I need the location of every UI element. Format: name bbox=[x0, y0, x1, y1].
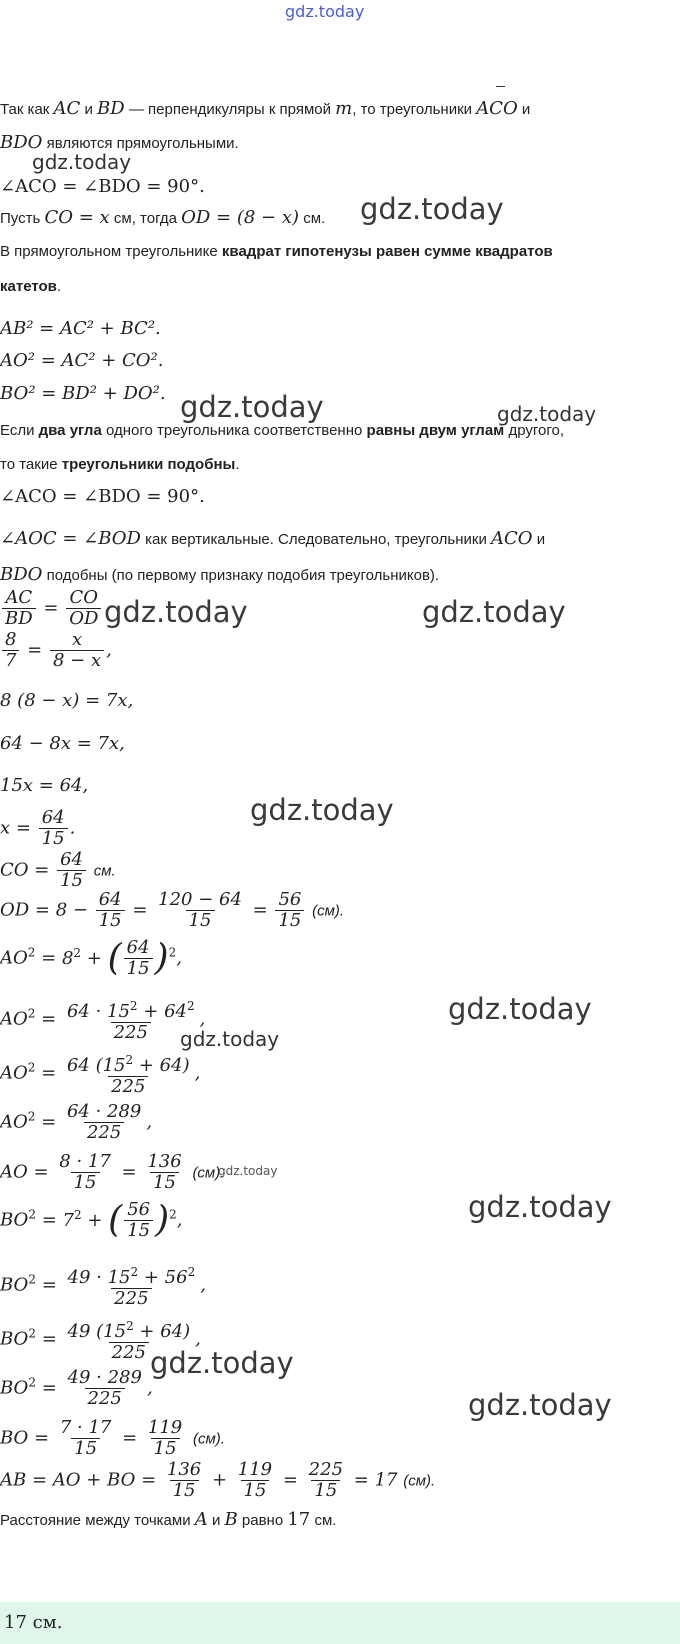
divider bbox=[496, 86, 505, 87]
watermark: gdz.today bbox=[497, 402, 597, 426]
co-value: CO = $\frac{64}{15}$ см. bbox=[0, 849, 116, 891]
watermark: gdz.today bbox=[360, 192, 504, 226]
angle-equality-2: ∠ACO = ∠BDO = 90°. bbox=[0, 486, 205, 507]
watermark: gdz.today bbox=[468, 1190, 612, 1224]
bo2-step-3: $BO^2$ = $\frac{49 (15^2 + 64)}{225}$ , bbox=[0, 1319, 201, 1363]
watermark: gdz.today bbox=[150, 1346, 294, 1380]
paragraph-intro: Так как AC и BD — перпендикуляры к прямой m, то треугольники ACO и bbox=[0, 98, 531, 119]
answer-box bbox=[0, 1602, 680, 1644]
bo2-step-2: $BO^2$ = $\frac{49 \cdot 15^2 + 56^2}{225}$ , bbox=[0, 1265, 206, 1309]
pythagoras-statement: В прямоугольном треугольнике квадрат гипотенузы равен сумме квадратов bbox=[0, 243, 553, 260]
watermark: gdz.today bbox=[218, 1164, 278, 1178]
paragraph-intro-2: BDO являются прямоугольными. bbox=[0, 132, 239, 153]
watermark: gdz.today bbox=[180, 1027, 280, 1051]
similar-triangles: BDO подобны (по первому признаку подобия треугольников). bbox=[0, 564, 440, 585]
watermark: gdz.today bbox=[104, 595, 248, 629]
ao2-step-2: $AO^2$ = $\frac{64 \cdot 15^2 + 64^2}{225}$ , bbox=[0, 999, 206, 1043]
similarity-statement-2: то такие треугольники подобны. bbox=[0, 456, 240, 473]
eq-ao2: AO² = AC² + CO². bbox=[0, 350, 164, 371]
ao2-step-1: $AO^2 = 8^2$ + ( $\frac{64}{15}$ )$^2$, bbox=[0, 937, 182, 979]
let-co-x: Пусть CO = x см, тогда OD = (8 − x) см. bbox=[0, 207, 326, 228]
ao2-step-4: $AO^2$ = $\frac{64 \cdot 289}{225}$ , bbox=[0, 1101, 153, 1143]
od-value: OD = 8 − $\frac{64}{15}$ = $\frac{120 - 64}{15}$ = $\frac{56}{15}$ (см). bbox=[0, 889, 345, 931]
eq-step-3: 15x = 64, bbox=[0, 775, 89, 796]
angle-equality: ∠ACO = ∠BDO = 90°. bbox=[0, 176, 205, 197]
watermark: gdz.today bbox=[180, 390, 324, 424]
watermark-top: gdz.today bbox=[285, 2, 365, 21]
answer-text: 17 см. bbox=[4, 1612, 63, 1633]
watermark: gdz.today bbox=[468, 1388, 612, 1422]
eq-step-1: 8 (8 − x) = 7x, bbox=[0, 690, 134, 711]
watermark: gdz.today bbox=[250, 793, 394, 827]
eq-bo2: BO² = BD² + DO². bbox=[0, 383, 166, 404]
bo-value: BO = $\frac{7 \cdot 17}{15}$ = $\frac{119}{15}$ (см). bbox=[0, 1417, 225, 1459]
watermark: gdz.today bbox=[448, 992, 592, 1026]
proportion: $\frac{AC}{BD}$ = $\frac{CO}{OD}$ bbox=[0, 588, 103, 629]
eq-step-2: 64 − 8x = 7x, bbox=[0, 733, 125, 754]
ao2-step-3: $AO^2$ = $\frac{64 (15^2 + 64)}{225}$ , bbox=[0, 1053, 201, 1097]
bo2-step-1: $BO^2 = 7^2$ + ( $\frac{56}{15}$ )$^2$, bbox=[0, 1199, 183, 1241]
watermark: gdz.today bbox=[422, 595, 566, 629]
ao-value: AO = $\frac{8 \cdot 17}{15}$ = $\frac{136}{15}$ (см). bbox=[0, 1151, 225, 1193]
bo2-step-4: $BO^2$ = $\frac{49 \cdot 289}{225}$ , bbox=[0, 1367, 153, 1409]
similarity-statement: Если два угла одного треугольника соответственно равны двум углам другого, bbox=[0, 422, 564, 439]
vertical-angles: ∠AOC = ∠BOD как вертикальные. Следовательно, треугольники ACO и bbox=[0, 528, 546, 549]
final-statement: Расстояние между точками A и B равно 17 см. bbox=[0, 1509, 337, 1530]
ab-value: AB = AO + BO = $\frac{136}{15}$ + $\frac{119}{15}$ = $\frac{225}{15}$ = 17 (см). bbox=[0, 1459, 436, 1501]
x-value: x = $\frac{64}{15}$ . bbox=[0, 807, 76, 849]
watermark: gdz.today bbox=[32, 150, 132, 174]
pythagoras-statement-2: катетов. bbox=[0, 278, 62, 295]
eq-ab2: AB² = AC² + BC². bbox=[0, 318, 161, 339]
proportion-values: $\frac{8}{7}$ = $\frac{x}{8 - x}$ , bbox=[0, 630, 112, 671]
